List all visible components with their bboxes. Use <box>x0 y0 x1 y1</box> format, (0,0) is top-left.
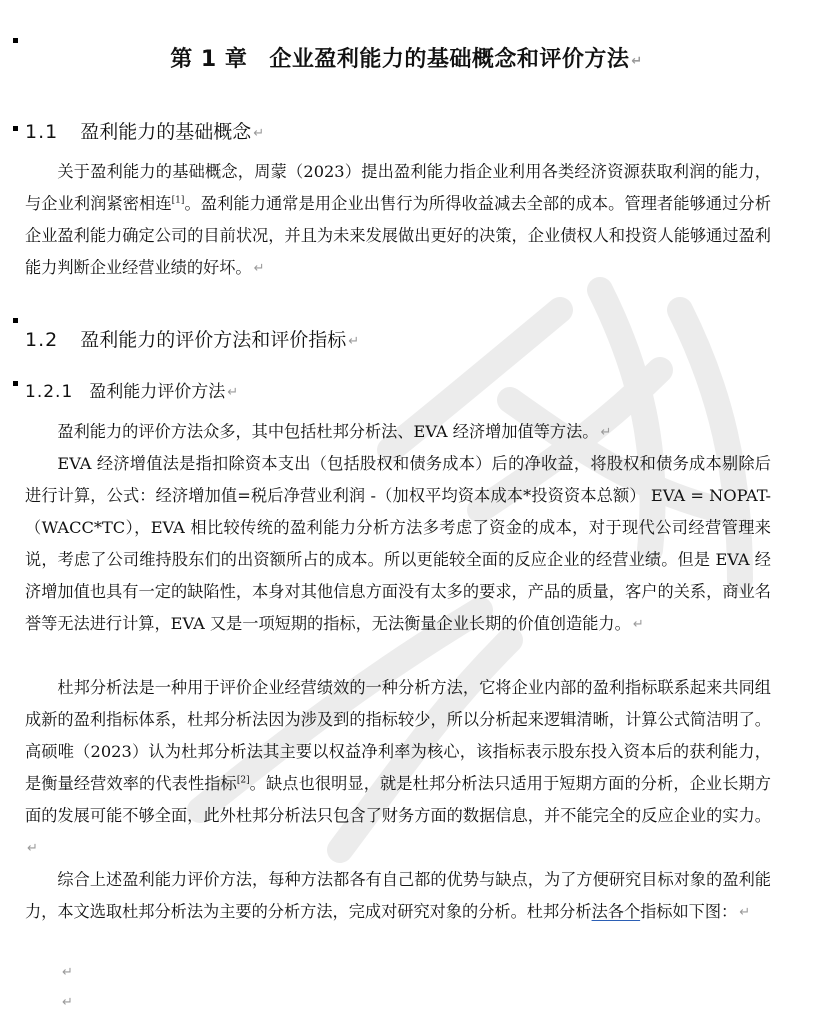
paragraph-mark: ↵ <box>253 261 265 276</box>
paragraph-text: 指标如下图： <box>640 902 738 921</box>
paragraph-mark: ↵ <box>62 995 73 1010</box>
subsection-heading-1-2-1 <box>25 377 238 402</box>
body-paragraph-5 <box>25 864 771 929</box>
paragraph-mark: ↵ <box>253 126 265 141</box>
body-paragraph-4 <box>25 672 771 865</box>
paragraph-mark: ↵ <box>348 334 360 349</box>
paragraph-mark: ↵ <box>227 385 239 400</box>
format-mark <box>13 318 18 323</box>
section-title: 盈利能力的基础概念 <box>80 121 252 143</box>
underlined-text: 法各个 <box>591 902 641 921</box>
paragraph-text: 盈利能力的评价方法众多，其中包括杜邦分析法、EVA 经济增加值等方法。 <box>57 422 599 441</box>
empty-paragraph <box>60 962 73 981</box>
paragraph-mark: ↵ <box>631 54 643 69</box>
subsection-number: 1.2.1 <box>25 382 74 402</box>
format-mark <box>13 126 18 131</box>
section-title: 盈利能力的评价方法和评价指标 <box>80 329 347 351</box>
paragraph-text: 关于盈利能力的基础概念，周蒙（2023）提出盈利能力指企业利用各类经济资源获取利润的能力，与企业利润紧密相连 <box>25 162 771 213</box>
chapter-number: 第 1 章 <box>170 47 248 72</box>
body-paragraph-3 <box>25 448 771 641</box>
section-heading-1-2 <box>25 325 359 352</box>
paragraph-mark: ↵ <box>62 965 73 980</box>
chapter-title-text: 企业盈利能力的基础概念和评价方法 <box>269 47 630 72</box>
body-paragraph-2 <box>25 416 771 449</box>
empty-paragraph <box>60 992 73 1011</box>
section-number: 1.2 <box>25 329 59 351</box>
citation-ref: [1] <box>171 195 185 206</box>
paragraph-mark: ↵ <box>632 617 644 632</box>
paragraph-mark: ↵ <box>739 905 751 920</box>
paragraph-text: 综合上述盈利能力评价方法，每种方法都各有自己都的优势与缺点，为了方便研究目标对象的盈利能力，本文选取杜邦分析法为主要的分析方法，完成对研究对象的分析。杜邦分析 <box>25 870 771 921</box>
paragraph-text: 。盈利能力通常是用企业出售行为所得收益减去全部的成本。管理者能够通过分析企业盈利能力确定公司的目前状况，并且为未来发展做出更好的决策，企业债权人和投资人能够通过盈利能力判断企业经营业绩的好坏。 <box>25 194 772 277</box>
paragraph-mark: ↵ <box>600 425 612 440</box>
body-paragraph-1 <box>25 156 771 285</box>
paragraph-mark: ↵ <box>27 841 38 856</box>
paragraph-text: 。缺点也很明显，就是杜邦分析法只适用于短期方面的分析，企业长期方面的发展可能不够全面，此外杜邦分析法只包含了财务方面的数据信息，并不能完全的反应企业的实力。 <box>25 774 771 825</box>
chapter-title <box>0 42 813 73</box>
section-number: 1.1 <box>25 121 59 143</box>
section-heading-1-1 <box>25 117 264 144</box>
citation-ref: [2] <box>236 775 250 786</box>
subsection-title: 盈利能力评价方法 <box>89 382 226 402</box>
paragraph-text: EVA 经济增值法是指扣除资本支出（包括股权和债务成本）后的净收益，将股权和债务成本剔除后进行计算，公式：经济增加值=税后净营业利润 -（加权平均资本成本*投资资本总额） EVA = NOPAT-（WACC*TC），EVA 相比较传统的盈利能力分析方法多考虑了资金的成本，对于现代公司经营管理来说，考虑了公司维持股东们的出资额所占的成本。所以更能较全面的反应企业的经营业绩。但是 EVA 经济增加值也具有一定的缺陷性，本身对其他信息方面没有太多的要求，产品的质量，客户的关系，商业名誉等无法进行计算，EVA 又是一项短期的指标，无法衡量企业长期的价值创造能力。 <box>25 454 771 633</box>
paragraph-text: 杜邦分析法是一种用于评价企业经营绩效的一种分析方法，它将企业内部的盈利指标联系起来共同组成新的盈利指标体系，杜邦分析法因为涉及到的指标较少，所以分析起来逻辑清晰，计算公式简洁明了。高硕唯（2023）认为杜邦分析法其主要以权益净利率为核心，该指标表示股东投入资本后的获利能力，是衡量经营效率的代表性指标 <box>25 678 771 793</box>
format-mark <box>13 381 18 386</box>
